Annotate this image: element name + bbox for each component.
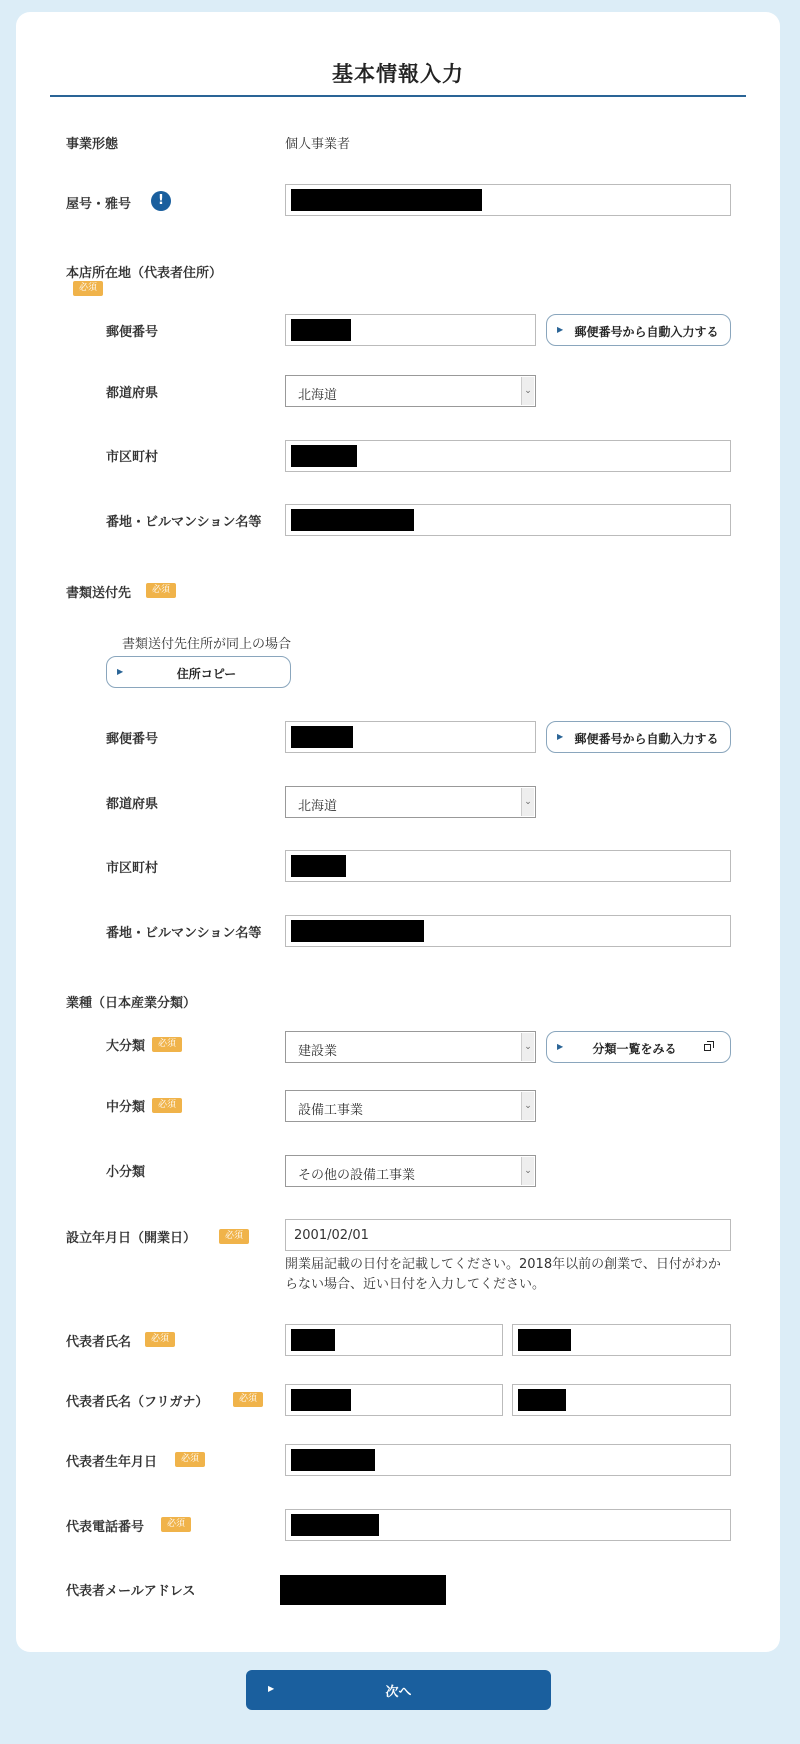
rep-kana-label: 代表者氏名（フリガナ） [66, 1395, 209, 1410]
required-badge: 必須 [73, 281, 103, 296]
address-label: 番地・ビルマンション名等 [106, 926, 262, 941]
founded-date-label: 設立年月日（開業日） [66, 1231, 197, 1246]
prefecture-select[interactable]: 北海道 ⌄ [285, 375, 536, 407]
postal-autofill-button[interactable]: ▶ 郵便番号から自動入力する [546, 314, 731, 346]
rep-email-redacted-value [280, 1575, 446, 1605]
business-type-value: 個人事業者 [285, 137, 351, 152]
same-address-note: 書類送付先住所が同上の場合 [122, 637, 292, 652]
required-badge: 必須 [161, 1517, 191, 1532]
founded-date-input[interactable]: 2001/02/01 [285, 1219, 731, 1251]
rep-phone-label: 代表電話番号 [66, 1520, 145, 1535]
redacted-value [291, 445, 357, 467]
postal-code-label: 郵便番号 [106, 732, 159, 747]
required-badge: 必須 [146, 583, 176, 598]
prefecture-label: 都道府県 [106, 386, 159, 401]
page-title: 基本情報入力 [332, 62, 464, 86]
triangle-right-icon: ▶ [557, 1042, 564, 1051]
redacted-value [291, 1389, 351, 1411]
rep-last-kana-input[interactable] [285, 1384, 503, 1416]
required-badge: 必須 [219, 1229, 249, 1244]
minor-class-select[interactable]: その他の設備工事業 ⌄ [285, 1155, 536, 1187]
title-divider [50, 95, 746, 97]
major-class-label: 大分類 [106, 1039, 146, 1054]
required-badge: 必須 [233, 1392, 263, 1407]
required-badge: 必須 [152, 1098, 182, 1113]
mailing-city-input[interactable] [285, 850, 731, 882]
redacted-value [291, 1514, 379, 1536]
redacted-value [291, 1329, 335, 1351]
chevron-down-icon: ⌄ [521, 1033, 534, 1061]
business-type-label: 事業形態 [66, 137, 119, 152]
trade-name-label: 屋号・雅号 [66, 197, 132, 212]
next-button[interactable]: ▶ 次へ [246, 1670, 551, 1710]
chevron-down-icon: ⌄ [521, 788, 534, 816]
founded-date-help-line2: らない場合、近い日付を入力してください。 [285, 1277, 546, 1292]
middle-class-select[interactable]: 設備工事業 ⌄ [285, 1090, 536, 1122]
mailing-label: 書類送付先 [66, 586, 132, 601]
head-office-label: 本店所在地（代表者住所） [66, 266, 223, 281]
rep-phone-input[interactable] [285, 1509, 731, 1541]
redacted-value [518, 1329, 571, 1351]
middle-class-label: 中分類 [106, 1100, 146, 1115]
rep-birthdate-label: 代表者生年月日 [66, 1455, 158, 1470]
redacted-value [291, 319, 351, 341]
triangle-right-icon: ▶ [557, 732, 564, 741]
mailing-postal-code-input[interactable] [285, 721, 536, 753]
chevron-down-icon: ⌄ [521, 1092, 534, 1120]
external-window-icon [704, 1041, 714, 1051]
trade-name-input[interactable] [285, 184, 731, 216]
major-class-select[interactable]: 建設業 ⌄ [285, 1031, 536, 1063]
rep-birthdate-input[interactable] [285, 1444, 731, 1476]
mailing-postal-autofill-button[interactable]: ▶ 郵便番号から自動入力する [546, 721, 731, 753]
rep-first-kana-input[interactable] [512, 1384, 731, 1416]
chevron-down-icon: ⌄ [521, 1157, 534, 1185]
rep-first-name-input[interactable] [512, 1324, 731, 1356]
triangle-right-icon: ▶ [117, 667, 124, 676]
chevron-down-icon: ⌄ [521, 377, 534, 405]
city-label: 市区町村 [106, 861, 159, 876]
mailing-prefecture-select[interactable]: 北海道 ⌄ [285, 786, 536, 818]
triangle-right-icon: ▶ [268, 1684, 275, 1693]
required-badge: 必須 [152, 1037, 182, 1052]
mailing-address-input[interactable] [285, 915, 731, 947]
redacted-value [291, 189, 482, 211]
address-copy-button[interactable]: ▶ 住所コピー [106, 656, 291, 688]
required-badge: 必須 [145, 1332, 175, 1347]
city-label: 市区町村 [106, 450, 159, 465]
redacted-value [518, 1389, 566, 1411]
rep-name-label: 代表者氏名 [66, 1335, 132, 1350]
industry-label: 業種（日本産業分類） [66, 996, 197, 1011]
minor-class-label: 小分類 [106, 1165, 146, 1180]
city-input[interactable] [285, 440, 731, 472]
redacted-value [291, 920, 424, 942]
postal-code-label: 郵便番号 [106, 325, 159, 340]
redacted-value [291, 855, 346, 877]
redacted-value [291, 726, 353, 748]
redacted-value [291, 509, 414, 531]
postal-code-input[interactable] [285, 314, 536, 346]
rep-email-label: 代表者メールアドレス [66, 1584, 196, 1599]
address-label: 番地・ビルマンション名等 [106, 515, 262, 530]
address-input[interactable] [285, 504, 731, 536]
redacted-value [291, 1449, 375, 1471]
info-icon[interactable]: ! [151, 191, 171, 211]
rep-last-name-input[interactable] [285, 1324, 503, 1356]
prefecture-label: 都道府県 [106, 797, 159, 812]
required-badge: 必須 [175, 1452, 205, 1467]
triangle-right-icon: ▶ [557, 325, 564, 334]
class-list-button[interactable]: ▶ 分類一覧をみる [546, 1031, 731, 1063]
founded-date-help-line1: 開業届記載の日付を記載してください。2018年以前の創業で、日付がわか [285, 1257, 721, 1272]
